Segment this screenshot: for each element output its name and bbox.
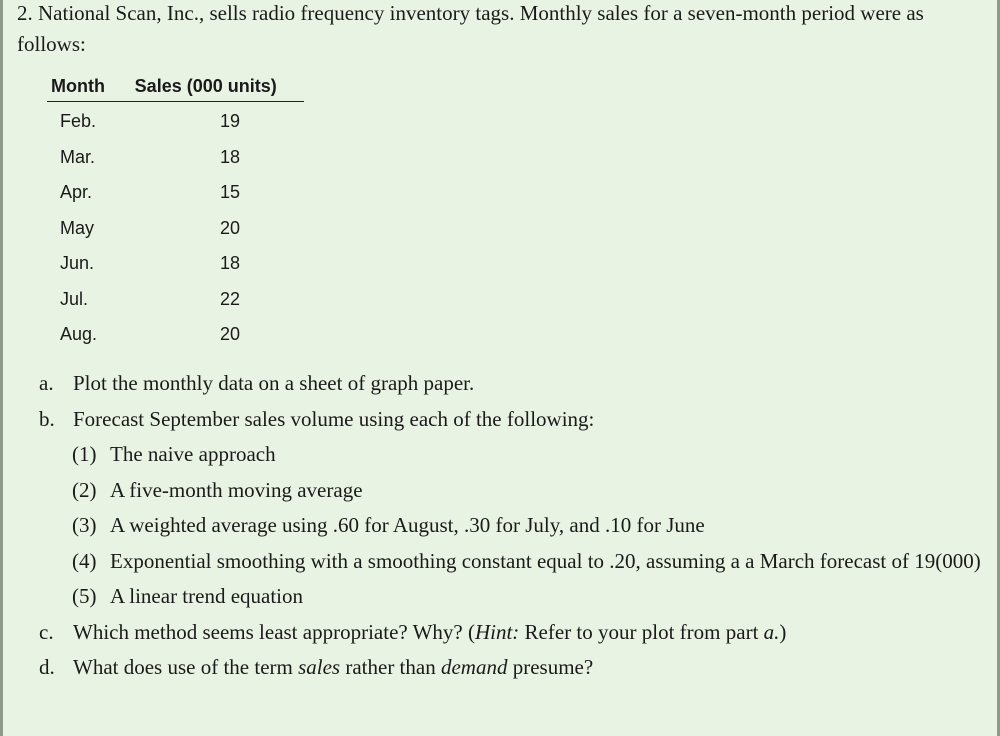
cell-month: Apr. — [60, 182, 93, 203]
table-header — [47, 76, 304, 102]
cell-sales: 20 — [219, 217, 241, 238]
cell-month: Aug. — [60, 324, 98, 345]
table-row — [47, 282, 310, 318]
word-demand: demand — [440, 655, 508, 679]
question-parts — [39, 370, 999, 681]
cell-sales: 19 — [219, 111, 241, 132]
header-sales: Sales (000 units) — [134, 76, 277, 96]
sub-text: The naive approach — [110, 442, 276, 466]
part-d — [39, 654, 999, 681]
cell-month: Jul. — [60, 288, 89, 309]
problem-number: 2. — [17, 1, 33, 25]
part-a-label: a. — [39, 371, 54, 395]
part-b-text: Forecast September sales volume using each of the following: — [73, 406, 595, 431]
table-row — [47, 140, 310, 176]
cell-sales: 22 — [219, 288, 241, 309]
sub-text: A linear trend equation — [110, 584, 304, 608]
part-a — [39, 370, 999, 397]
table-row — [47, 175, 310, 211]
cell-sales: 20 — [219, 324, 241, 345]
part-b-sub-3 — [39, 512, 999, 539]
sub-text: A five-month moving average — [110, 477, 363, 502]
part-c-text: Which method seems least appropriate? Why? (Hint: Refer to your plot from part a.) — [73, 619, 787, 644]
cell-month: Jun. — [60, 253, 95, 274]
sub-label: (3) — [72, 513, 97, 537]
cell-sales: 18 — [219, 146, 241, 167]
sub-text: Exponential smoothing with a smoothing constant equal to .20, assuming a a March forecast of 19(000) — [110, 548, 981, 573]
part-d-label: d. — [39, 655, 55, 679]
cell-sales: 18 — [219, 253, 241, 274]
sales-table — [47, 76, 310, 353]
part-b-sub-2 — [39, 477, 999, 504]
cell-month: Feb. — [60, 111, 97, 132]
table-row — [47, 246, 310, 282]
hint-word: Hint: — [474, 619, 520, 644]
part-b-sub-5 — [39, 583, 999, 610]
part-b — [39, 406, 999, 433]
part-b-sub-1 — [39, 441, 999, 468]
table-row — [47, 104, 310, 140]
part-d-text: What does use of the term sales rather than demand presume? — [73, 655, 594, 679]
problem-intro-text: National Scan, Inc., sells radio frequency inventory tags. Monthly sales for a seven-month period were as follows: — [17, 1, 924, 56]
sub-text: A weighted average using .60 for August, .30 for July, and .10 for June — [110, 513, 705, 537]
sub-label: (1) — [72, 442, 97, 466]
sub-label: (4) — [72, 548, 97, 573]
part-ref: a. — [763, 619, 780, 644]
part-b-sub-4 — [39, 548, 999, 575]
header-month: Month — [51, 76, 105, 96]
table-body — [47, 102, 310, 353]
part-c — [39, 619, 999, 646]
table-row — [47, 317, 310, 353]
cell-sales: 15 — [219, 182, 241, 203]
table-row — [47, 211, 310, 247]
word-sales: sales — [298, 655, 341, 679]
part-b-label: b. — [39, 406, 55, 431]
problem-intro — [17, 0, 987, 60]
part-a-text: Plot the monthly data on a sheet of graph paper. — [73, 371, 475, 395]
sub-label: (2) — [72, 477, 97, 502]
sub-label: (5) — [72, 584, 97, 608]
part-c-label: c. — [39, 619, 54, 644]
cell-month: May — [60, 217, 95, 238]
cell-month: Mar. — [60, 146, 96, 167]
